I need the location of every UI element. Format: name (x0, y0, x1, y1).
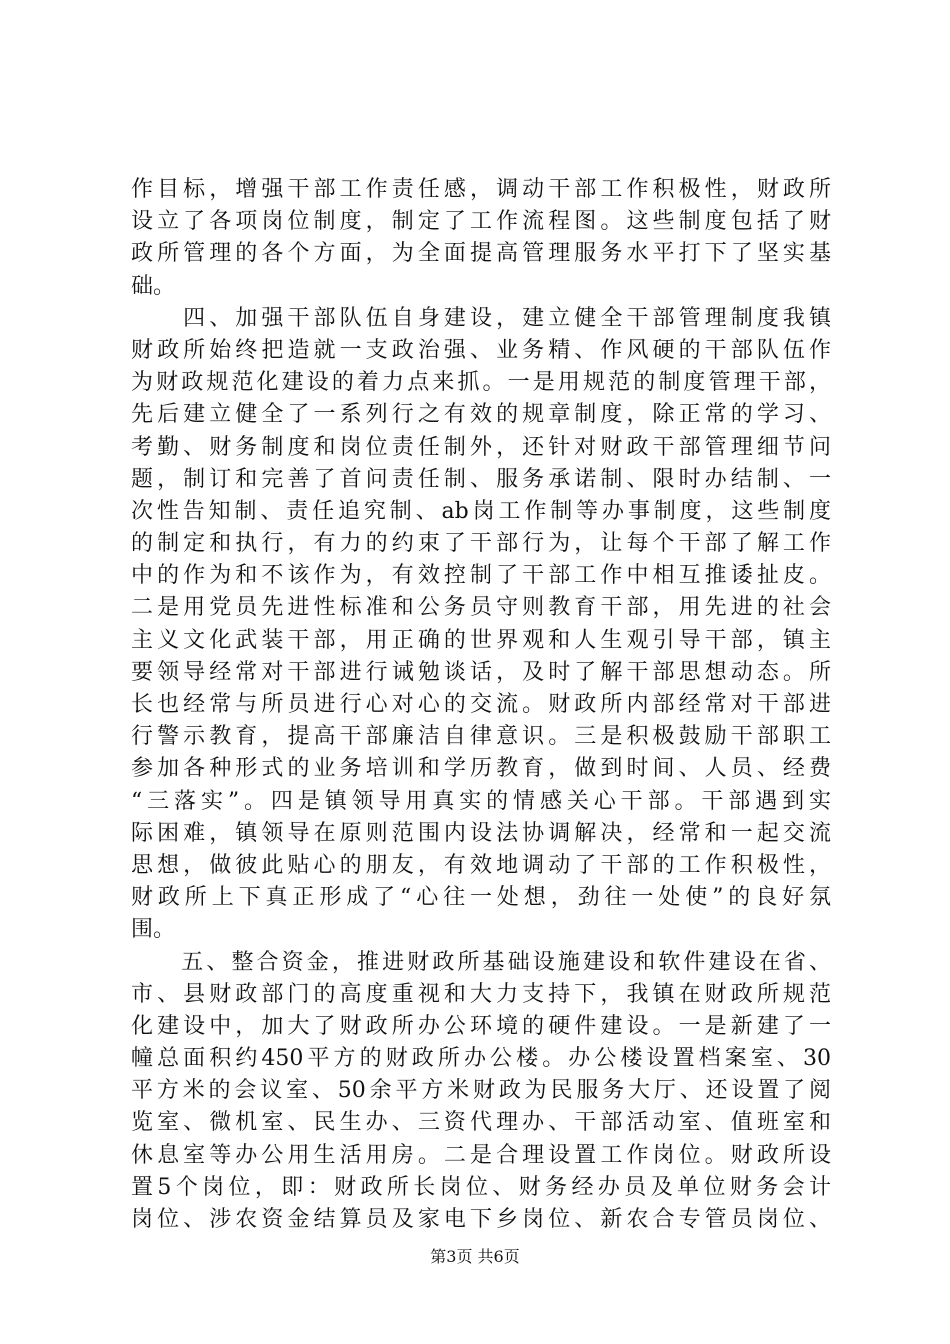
page-footer: 第3页 共6页 (430, 1247, 520, 1266)
text-line: 际困难，镇领导在原则范围内设法协调解决，经常和一起交流 (131, 820, 831, 846)
text-line: 财政所始终把造就一支政治强、业务精、作风硬的干部队伍作 (131, 337, 831, 363)
text-line: 市、县财政部门的高度重视和大力支持下，我镇在财政所规范 (131, 981, 831, 1007)
text-line: 主义文化武装干部，用正确的世界观和人生观引导干部，镇主 (131, 627, 831, 653)
text-line: 行警示教育，提高干部廉洁自律意识。三是积极鼓励干部职工 (131, 724, 831, 750)
text-line: 要领导经常对干部进行诫勉谈话，及时了解干部思想动态。所 (131, 659, 831, 685)
text-line: 先后建立健全了一系列行之有效的规章制度，除正常的学习、 (131, 402, 831, 428)
text-line: 览室、微机室、民生办、三资代理办、干部活动室、值班室和 (131, 1110, 831, 1136)
text-line: 中的作为和不该作为，有效控制了干部工作中相互推诿扯皮。 (131, 563, 831, 589)
text-line: 设立了各项岗位制度，制定了工作流程图。这些制度包括了财 (131, 209, 831, 235)
text-line: 财政所上下真正形成了“心往一处想，劲往一处使”的良好氛 (131, 885, 831, 911)
text-line: 平方米的会议室、50余平方米财政为民服务大厅、还设置了阅 (131, 1078, 831, 1104)
text-line: 思想，做彼此贴心的朋友，有效地调动了干部的工作积极性， (131, 852, 831, 878)
text-line: 四、加强干部队伍自身建设，建立健全干部管理制度我镇 (131, 305, 831, 331)
text-line: 的制定和执行，有力的约束了干部行为，让每个干部了解工作 (131, 531, 831, 557)
text-line: 础。 (131, 273, 176, 299)
text-line: 为财政规范化建设的着力点来抓。一是用规范的制度管理干部， (131, 370, 831, 396)
text-line: 考勤、财务制度和岗位责任制外，还针对财政干部管理细节问 (131, 434, 831, 460)
text-line: 幢总面积约450平方的财政所办公楼。办公楼设置档案室、30 (131, 1046, 831, 1072)
text-line: 五、整合资金，推进财政所基础设施建设和软件建设在省、 (131, 949, 831, 975)
text-line: 题，制订和完善了首问责任制、服务承诺制、限时办结制、一 (131, 466, 831, 492)
text-line: 围。 (131, 917, 176, 943)
text-line: 长也经常与所员进行心对心的交流。财政所内部经常对干部进 (131, 692, 831, 717)
text-line: 休息室等办公用生活用房。二是合理设置工作岗位。财政所设 (131, 1142, 831, 1168)
text-line: 次性告知制、责任追究制、ab岗工作制等办事制度，这些制度 (131, 498, 831, 524)
text-line: “三落实”。四是镇领导用真实的情感关心干部。干部遇到实 (131, 788, 831, 814)
text-line: 化建设中，加大了财政所办公环境的硬件建设。一是新建了一 (131, 1013, 831, 1039)
text-line: 岗位、涉农资金结算员及家电下乡岗位、新农合专管员岗位、 (131, 1207, 831, 1232)
text-line: 政所管理的各个方面，为全面提高管理服务水平打下了坚实基 (131, 241, 831, 267)
text-line: 参加各种形式的业务培训和学历教育，做到时间、人员、经费 (131, 756, 831, 782)
text-line: 二是用党员先进性标准和公务员守则教育干部，用先进的社会 (131, 595, 831, 621)
body-text (131, 174, 831, 1236)
text-line: 置5个岗位，即：财政所长岗位、财务经办员及单位财务会计 (131, 1174, 831, 1200)
text-line: 作目标，增强干部工作责任感，调动干部工作积极性，财政所 (131, 177, 831, 202)
